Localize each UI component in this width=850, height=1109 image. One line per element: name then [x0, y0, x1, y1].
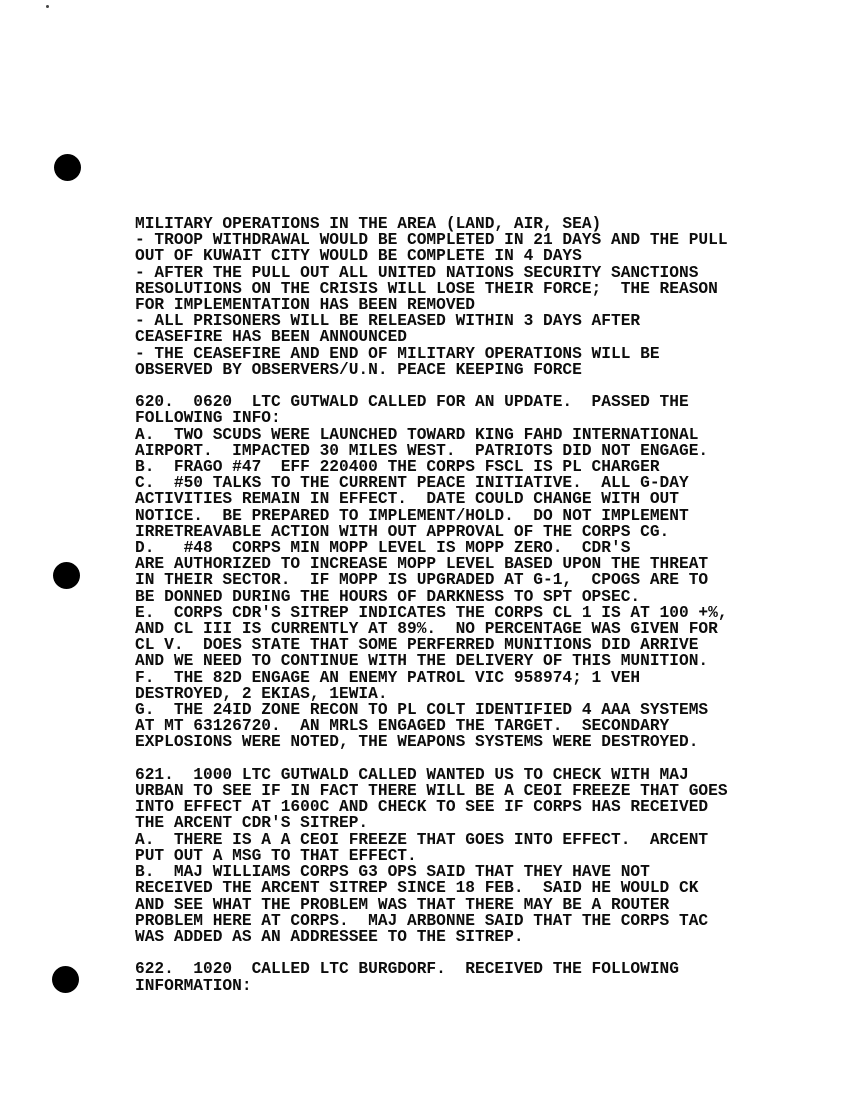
hole-punch-middle — [53, 562, 80, 589]
text-line: PUT OUT A MSG TO THAT EFFECT. — [135, 846, 417, 865]
text-line: AND CL III IS CURRENTLY AT 89%. NO PERCENTAGE WAS GIVEN FOR — [135, 620, 718, 639]
text-line: INTO EFFECT AT 1600C AND CHECK TO SEE IF CORPS HAS RECEIVED — [135, 798, 709, 817]
text-line: RECEIVED THE ARCENT SITREP SINCE 18 FEB. SAID HE WOULD CK — [135, 879, 699, 898]
text-line: THE ARCENT CDR'S SITREP. — [135, 814, 369, 833]
text-line: A. TWO SCUDS WERE LAUNCHED TOWARD KING FAHD INTERNATIONAL — [135, 425, 699, 444]
hole-punch-bottom — [52, 966, 79, 993]
text-line: PROBLEM HERE AT CORPS. MAJ ARBONNE SAID THAT THE CORPS TAC — [135, 911, 709, 930]
text-line: E. CORPS CDR'S SITREP INDICATES THE CORPS CL 1 IS AT 100 +%, — [135, 603, 728, 622]
text-line: OUT OF KUWAIT CITY WOULD BE COMPLETE IN 4 DAYS — [135, 247, 582, 266]
text-line: AT MT 63126720. AN MRLS ENGAGED THE TARGET. SECONDARY — [135, 717, 670, 736]
text-line: CEASEFIRE HAS BEEN ANNOUNCED — [135, 328, 407, 347]
text-line: B. MAJ WILLIAMS CORPS G3 OPS SAID THAT THEY HAVE NOT — [135, 863, 650, 882]
text-line: OBSERVED BY OBSERVERS/U.N. PEACE KEEPING FORCE — [135, 360, 582, 379]
text-line: F. THE 82D ENGAGE AN ENEMY PATROL VIC 958974; 1 VEH — [135, 668, 641, 687]
journal-text-block — [135, 216, 728, 1010]
text-line: AIRPORT. IMPACTED 30 MILES WEST. PATRIOTS DID NOT ENGAGE. — [135, 441, 709, 460]
scan-speck — [46, 5, 49, 8]
text-line: IN THEIR SECTOR. IF MOPP IS UPGRADED AT G-1, CPOGS ARE TO — [135, 571, 709, 590]
text-line: - ALL PRISONERS WILL BE RELEASED WITHIN 3 DAYS AFTER — [135, 312, 641, 331]
text-line: 620. 0620 LTC GUTWALD CALLED FOR AN UPDATE. PASSED THE — [135, 393, 689, 412]
text-line: G. THE 24ID ZONE RECON TO PL COLT IDENTIFIED 4 AAA SYSTEMS — [135, 701, 709, 720]
text-line: ACTIVITIES REMAIN IN EFFECT. DATE COULD CHANGE WITH OUT — [135, 490, 679, 509]
journal-entry-621 — [135, 767, 728, 945]
text-line: ARE AUTHORIZED TO INCREASE MOPP LEVEL BASED UPON THE THREAT — [135, 555, 709, 574]
text-line: - TROOP WITHDRAWAL WOULD BE COMPLETED IN 21 DAYS AND THE PULL — [135, 231, 728, 250]
text-line: INFORMATION: — [135, 976, 252, 995]
text-line: WAS ADDED AS AN ADDRESSEE TO THE SITREP. — [135, 927, 524, 946]
hole-punch-top — [54, 154, 81, 181]
text-line: AND WE NEED TO CONTINUE WITH THE DELIVERY OF THIS MUNITION. — [135, 652, 709, 671]
text-line: AND SEE WHAT THE PROBLEM WAS THAT THERE MAY BE A ROUTER — [135, 895, 670, 914]
text-line: EXPLOSIONS WERE NOTED, THE WEAPONS SYSTEMS WERE DESTROYED. — [135, 733, 699, 752]
journal-entry-622 — [135, 961, 728, 993]
text-line: MILITARY OPERATIONS IN THE AREA (LAND, AIR, SEA) — [135, 215, 602, 233]
text-line: RESOLUTIONS ON THE CRISIS WILL LOSE THEIR FORCE; THE REASON — [135, 279, 718, 298]
journal-entry-620 — [135, 394, 728, 750]
text-line: 622. 1020 CALLED LTC BURGDORF. RECEIVED THE FOLLOWING — [135, 960, 679, 979]
text-line: IRRETREAVABLE ACTION WITH OUT APPROVAL OF THE CORPS CG. — [135, 522, 670, 541]
text-line: NOTICE. BE PREPARED TO IMPLEMENT/HOLD. DO NOT IMPLEMENT — [135, 506, 689, 525]
text-line: FOLLOWING INFO: — [135, 409, 281, 428]
text-line: A. THERE IS A A CEOI FREEZE THAT GOES INTO EFFECT. ARCENT — [135, 830, 709, 849]
text-line: - AFTER THE PULL OUT ALL UNITED NATIONS SECURITY SANCTIONS — [135, 263, 699, 282]
text-line: BE DONNED DURING THE HOURS OF DARKNESS TO SPT OPSEC. — [135, 587, 641, 606]
text-line: FOR IMPLEMENTATION HAS BEEN REMOVED — [135, 296, 475, 315]
text-line: D. #48 CORPS MIN MOPP LEVEL IS MOPP ZERO. CDR'S — [135, 539, 631, 558]
text-line: B. FRAGO #47 EFF 220400 THE CORPS FSCL IS PL CHARGER — [135, 458, 660, 477]
text-line: 621. 1000 LTC GUTWALD CALLED WANTED US TO CHECK WITH MAJ — [135, 765, 689, 784]
section-ceasefire-terms — [135, 216, 728, 378]
text-line: - THE CEASEFIRE AND END OF MILITARY OPERATIONS WILL BE — [135, 344, 660, 363]
text-line: DESTROYED, 2 EKIAS, 1EWIA. — [135, 684, 388, 703]
text-line: CL V. DOES STATE THAT SOME PERFERRED MUNITIONS DID ARRIVE — [135, 636, 699, 655]
text-line: URBAN TO SEE IF IN FACT THERE WILL BE A CEOI FREEZE THAT GOES — [135, 782, 728, 801]
text-line: C. #50 TALKS TO THE CURRENT PEACE INITIATIVE. ALL G-DAY — [135, 474, 689, 493]
